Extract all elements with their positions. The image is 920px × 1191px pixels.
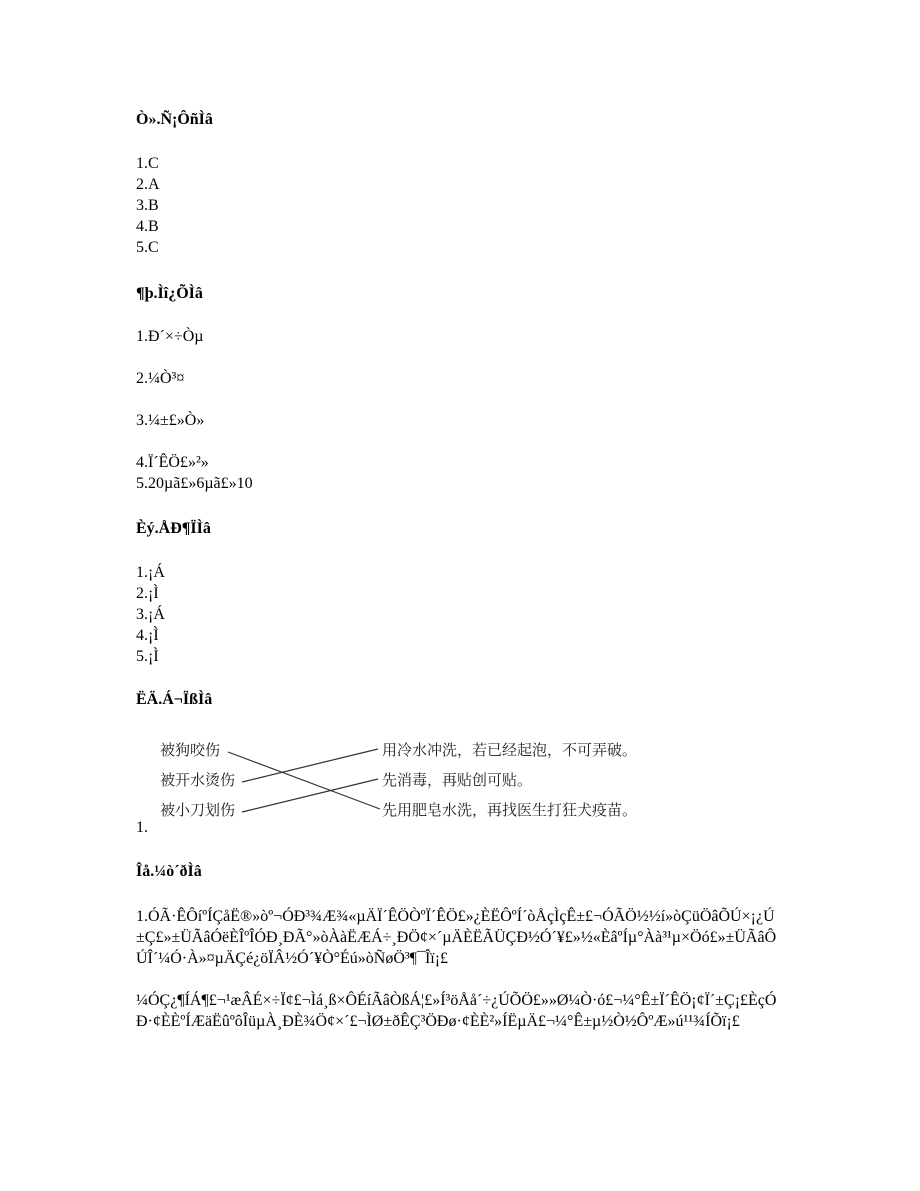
section1-heading: Ò».Ñ¡ÔñÌâ [136, 111, 213, 128]
match-left-2: 被开水烫伤 [160, 771, 236, 789]
section3-answer-5: 5.¡Ì [136, 648, 159, 665]
section5-paragraph-2: ¼ÓÇ¿¶ÍÁ¶£¬¹æÂÉ×÷Ï¢£¬Ìá¸ß×ÔÉíÃâÒßÁ¦£»Í³öÅå´÷¿ÚÕÖ£»»Ø¼Ò·ó£¬¼°Ê±Ï´ÊÖ¡¢Ï´±Ç¡£ÈçÓÐ·¢ÈÈºÍÆäËûºôÎüµÀ¸ÐÈ¾Ö¢×´£¬ÌØ±ðÊÇ³ÖÐø·¢ÈÈ²»ÍËµÄ£¬¼°Ê±µ½Ò½ÔºÆ»ú¹¹¾ÍÕï¡£ [136, 992, 777, 1030]
section1-answer-3: 3.B [136, 197, 159, 214]
section3-answer-4: 4.¡Ì [136, 627, 159, 644]
match-line-1 [228, 752, 380, 809]
section3-heading: Èý.ÅÐ¶ÏÌâ [136, 520, 211, 537]
section2-heading: ¶þ.Ìî¿ÕÌâ [136, 285, 203, 302]
section1-answer-2: 2.A [136, 176, 160, 193]
section3-answer-1: 1.¡Á [136, 564, 165, 581]
section5-heading: Îå.¼ò´ðÌâ [136, 863, 202, 880]
match-line-3 [242, 779, 378, 812]
matching-diagram [156, 732, 656, 824]
section1-answer-1: 1.C [136, 155, 159, 172]
match-left-1: 被狗咬伤 [160, 741, 221, 759]
section3-answer-2: 2.¡Ì [136, 585, 159, 602]
match-right-2: 先消毒，再贴创可贴。 [382, 771, 533, 789]
section3-answer-3: 3.¡Á [136, 606, 165, 623]
match-left-3: 被小刀划伤 [160, 801, 236, 819]
section2-answer-5: 5.20µã£»6µã£»10 [136, 475, 253, 492]
match-right-1: 用冷水冲洗，若已经起泡，不可弄破。 [382, 741, 638, 759]
section2-answer-4: 4.Ï´ÊÖ£»²» [136, 454, 209, 471]
section2-answer-1: 1.Ð´×÷Òµ [136, 328, 204, 345]
section1-answer-4: 4.B [136, 218, 159, 235]
section1-answer-5: 5.C [136, 239, 159, 256]
section2-answer-3: 3.¼±£»Ò» [136, 412, 205, 429]
match-right-3: 先用肥皂水洗，再找医生打狂犬疫苗。 [382, 801, 638, 819]
section2-answer-2: 2.¼Ò³¤ [136, 370, 185, 387]
section5-paragraph-1: 1.ÓÃ·ÊÔíºÍÇåË®»òº¬ÓÐ³¾Æ¾«µÄÏ´ÊÖÒºÏ´ÊÖ£»¿ÈËÔºÍ´òÅçÌçÊ±£¬ÓÃÖ½½í»òÇüÖâÕÚ×¡¿Ú±Ç£»±ÜÃâÓëÈÎºÎÓÐ¸ÐÃ°»òÀàËÆÁ÷¸ÐÖ¢×´µÄÈËÃÜÇÐ½Ó´¥£»½«ÈâºÍµ°Àà³¹µ×Öó£»±ÜÃâÔÚÎ´¼Ó·À»¤µÄÇé¿öÏÂ½Ó´¥Ò°Éú»òÑøÖ³¶¯Îï¡£ [136, 908, 777, 967]
section4-heading: ËÄ.Á¬ÏßÌâ [136, 691, 213, 708]
section4-number: 1. [136, 819, 148, 836]
